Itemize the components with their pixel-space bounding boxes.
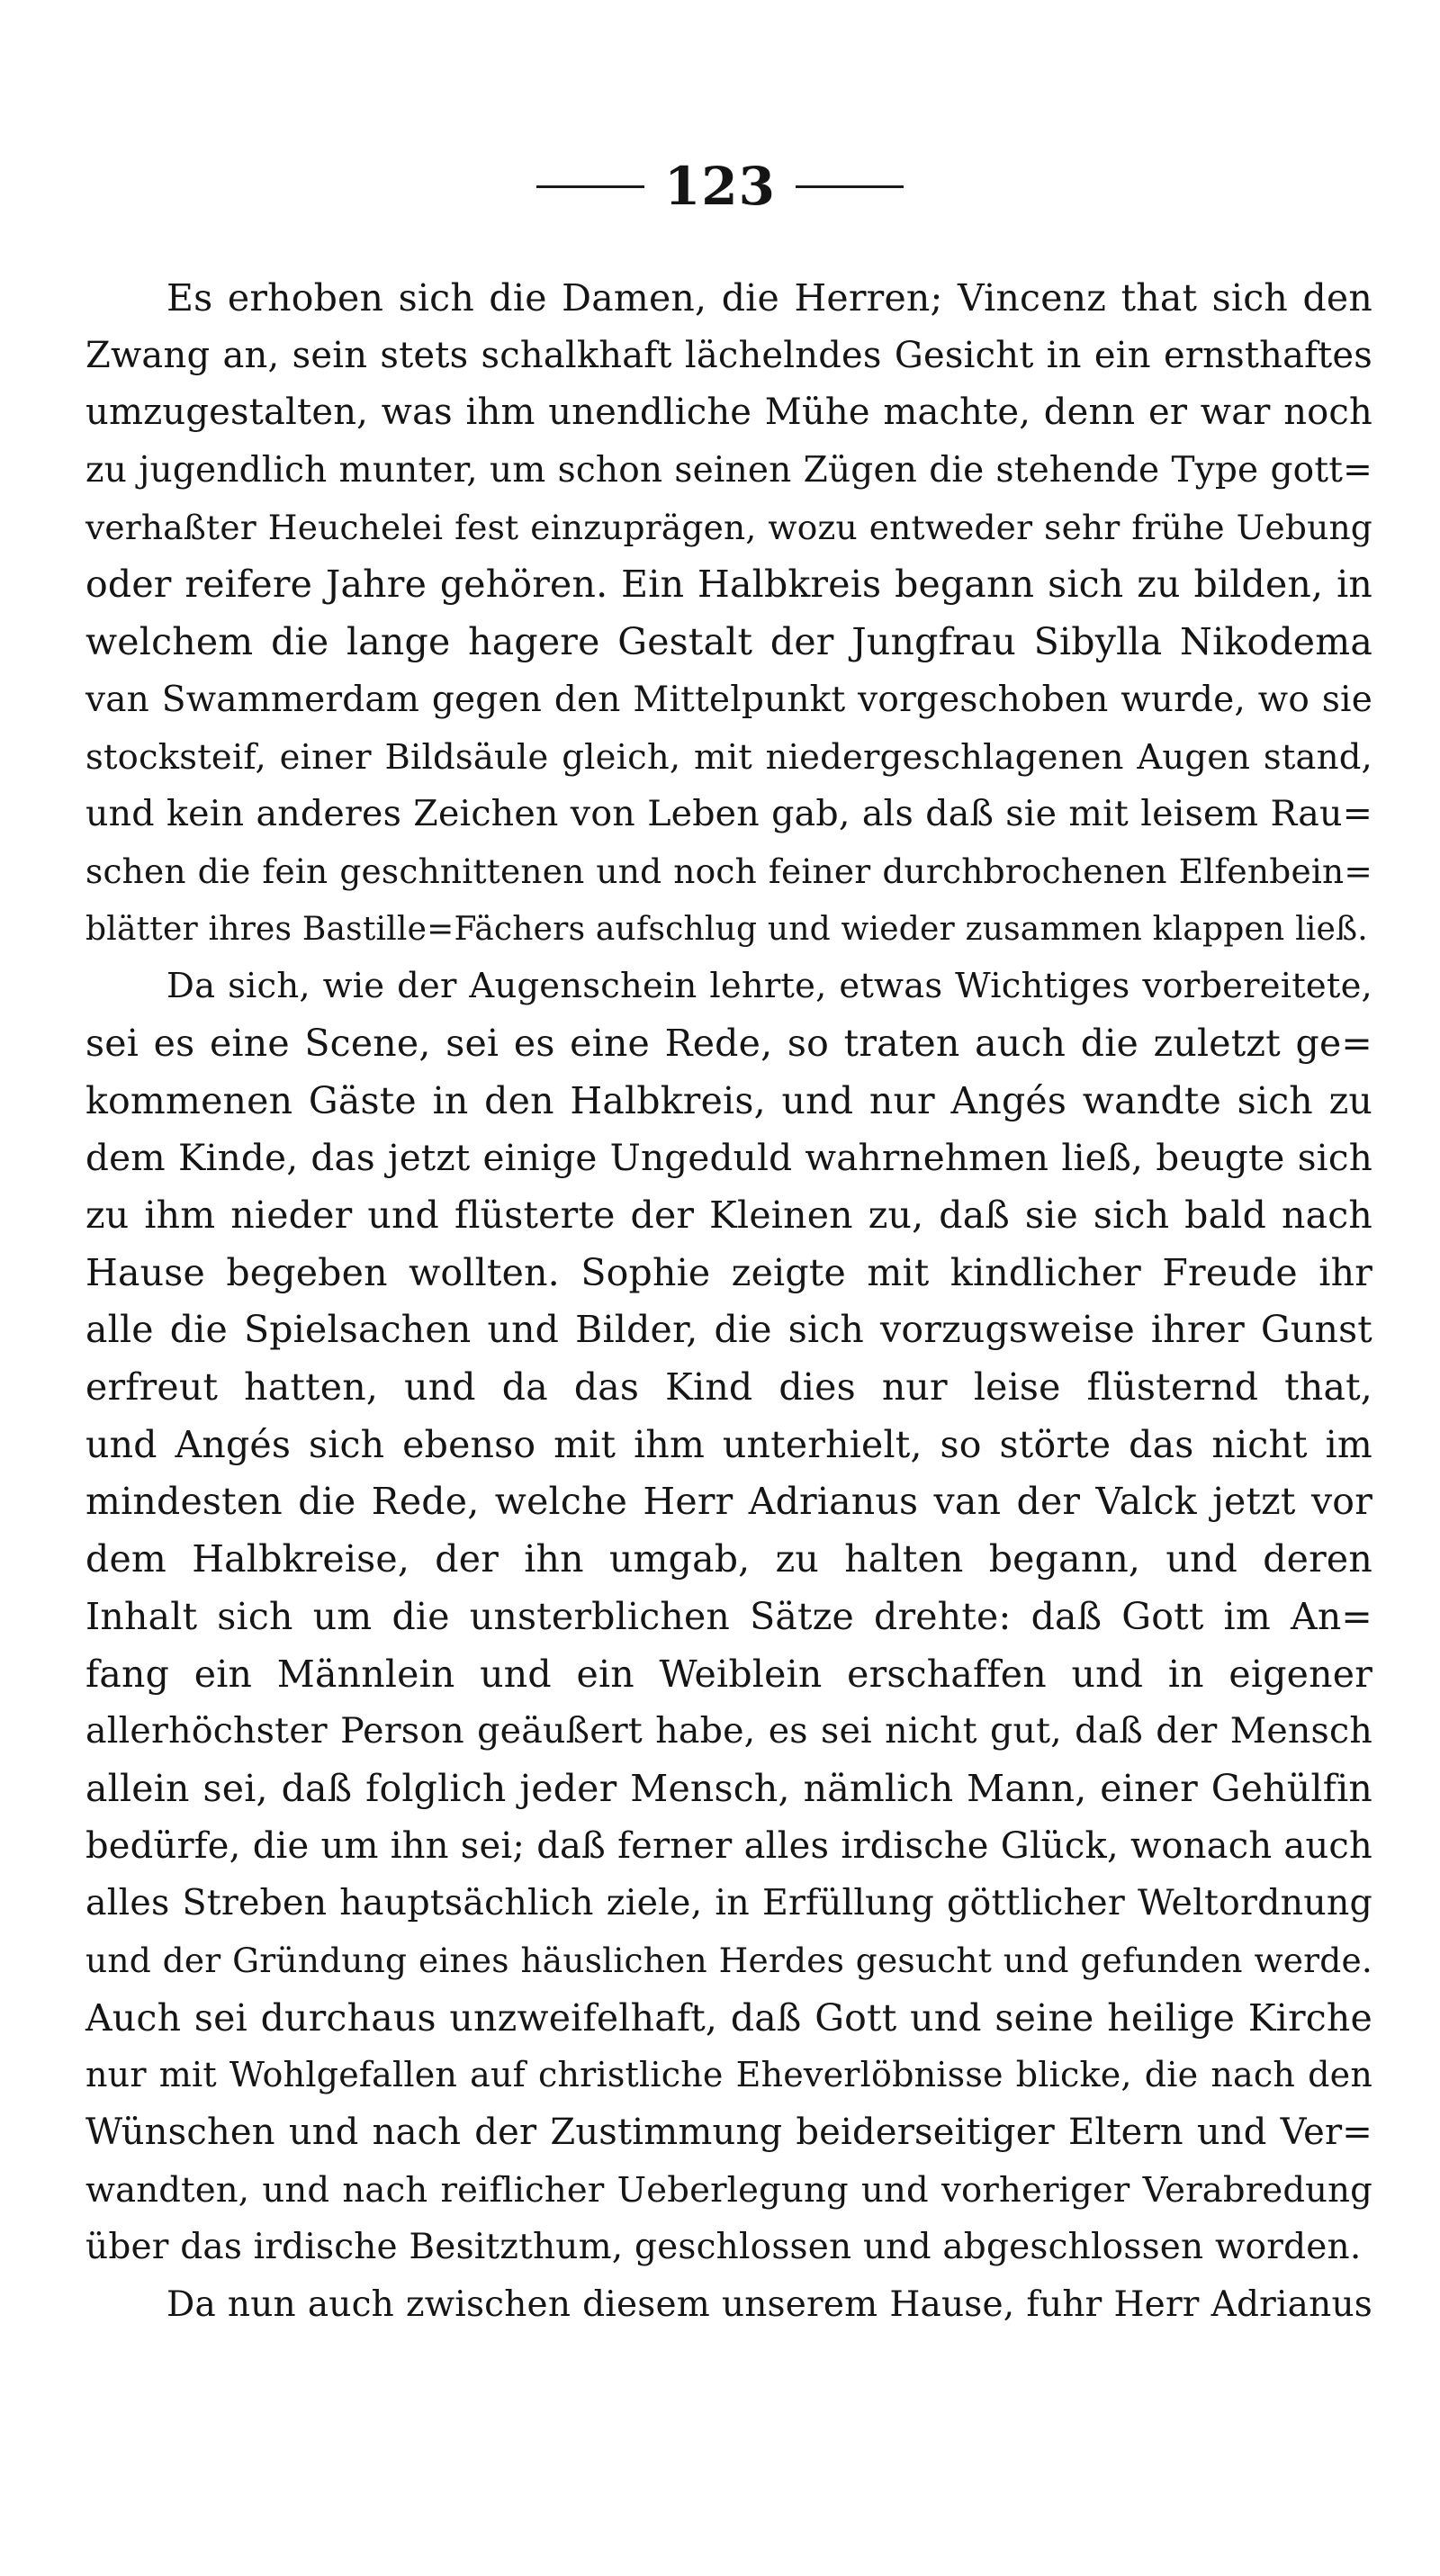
text-line: oder reifere Jahre gehören. Ein Halbkreis begann sich zu bilden, in bbox=[86, 563, 1372, 607]
text-line: Da sich, wie der Augenschein lehrte, etwas Wichtiges vorbereitete, bbox=[166, 966, 1372, 1007]
text-line: schen die fein geschnittenen und noch feiner durchbrochenen Elfenbein= bbox=[86, 851, 1372, 891]
text-line: welchem die lange hagere Gestalt der Jungfrau Sibylla Nikodema bbox=[86, 620, 1372, 664]
text-line: alles Streben hauptsächlich ziele, in Erfüllung göttlicher Weltordnung bbox=[86, 1882, 1372, 1924]
text-line: van Swammerdam gegen den Mittelpunkt vorgeschoben wurde, wo sie bbox=[86, 679, 1372, 720]
text-line: über das irdische Besitzthum, geschlossen und abgeschlossen worden. bbox=[86, 2227, 1362, 2268]
text-line: Auch sei durchaus unzweifelhaft, daß Gott und seine heilige Kirche bbox=[86, 1995, 1372, 2040]
body-text bbox=[86, 270, 1372, 2334]
page-header bbox=[0, 156, 1440, 217]
text-line: bedürfe, die um ihn sei; daß ferner alles irdische Glück, wonach auch bbox=[86, 1824, 1372, 1867]
text-line: dem Halbkreise, der ihn umgab, zu halten begann, und deren bbox=[86, 1537, 1372, 1581]
text-line: nur mit Wohlgefallen auf christliche Eheverlöbnisse blicke, die nach den bbox=[86, 2055, 1372, 2095]
text-line: dem Kinde, das jetzt einige Ungeduld wahrnehmen ließ, beugte sich bbox=[86, 1136, 1372, 1180]
text-line: Es erhoben sich die Damen, die Herren; Vincenz that sich den bbox=[166, 276, 1372, 320]
text-line: umzugestalten, was ihm unendliche Mühe machte, denn er war noch bbox=[86, 392, 1372, 434]
text-line: alle die Spielsachen und Bilder, die sich vorzugsweise ihrer Gunst bbox=[86, 1308, 1372, 1352]
text-line: kommenen Gäste in den Halbkreis, und nur Angés wandte sich zu bbox=[86, 1078, 1372, 1122]
text-line: und kein anderes Zeichen von Leben gab, als daß sie mit leisem Rau= bbox=[86, 793, 1372, 835]
text-line: mindesten die Rede, welche Herr Adrianus van der Valck jetzt vor bbox=[86, 1480, 1372, 1524]
text-line: Zwang an, sein stets schalkhaft lächelndes Gesicht in ein ernsthaftes bbox=[86, 334, 1372, 376]
text-line: zu jugendlich munter, um schon seinen Zügen die stehende Type gott= bbox=[86, 450, 1372, 491]
header-rule-right bbox=[796, 185, 904, 188]
text-line: Hause begeben wollten. Sophie zeigte mit kindlicher Freude ihr bbox=[86, 1250, 1372, 1294]
text-line: stocksteif, einer Bildsäule gleich, mit niedergeschlagenen Augen stand, bbox=[86, 736, 1372, 778]
text-line: allerhöchster Person geäußert habe, es sei nicht gut, daß der Mensch bbox=[86, 1710, 1372, 1752]
text-line: Inhalt sich um die unsterblichen Sätze drehte: daß Gott im An= bbox=[86, 1594, 1372, 1638]
text-line: und der Gründung eines häuslichen Herdes gesucht und gefunden werde. bbox=[86, 1940, 1372, 1980]
text-line: zu ihm nieder und flüsterte der Kleinen zu, daß sie sich bald nach bbox=[86, 1193, 1372, 1237]
text-line: Wünschen und nach der Zustimmung beiderseitiger Eltern und Ver= bbox=[86, 2112, 1372, 2153]
text-line: blätter ihres Bastille=Fächers aufschlug und wieder zusammen klappen ließ. bbox=[86, 910, 1368, 948]
header-rule-left bbox=[536, 185, 644, 188]
text-line: fang ein Männlein und ein Weiblein erschaffen und in eigener bbox=[86, 1652, 1372, 1696]
text-line: verhaßter Heuchelei fest einzuprägen, wozu entweder sehr frühe Uebung bbox=[86, 507, 1372, 547]
page-number: 123 bbox=[663, 156, 777, 217]
text-line: allein sei, daß folglich jeder Mensch, nämlich Mann, einer Gehülfin bbox=[86, 1766, 1372, 1810]
text-line: Da nun auch zwischen diesem unserem Hause, fuhr Herr Adrianus bbox=[166, 2284, 1372, 2326]
text-line: wandten, und nach reiflicher Ueberlegung und vorheriger Verabredung bbox=[86, 2169, 1372, 2211]
text-line: und Angés sich ebenso mit ihm unterhielt, so störte das nicht im bbox=[86, 1422, 1372, 1466]
text-line: sei es eine Scene, sei es eine Rede, so traten auch die zuletzt ge= bbox=[86, 1021, 1372, 1065]
text-line: erfreut hatten, und da das Kind dies nur leise flüsternd that, bbox=[86, 1365, 1372, 1410]
